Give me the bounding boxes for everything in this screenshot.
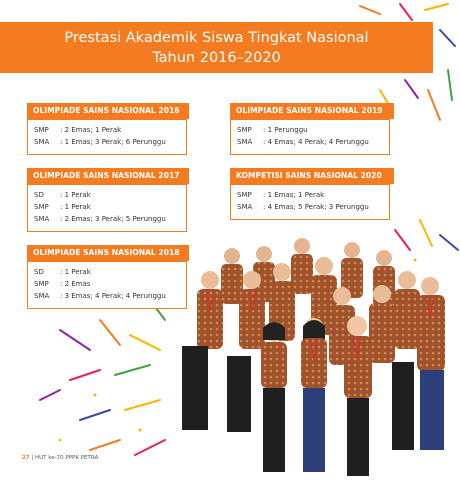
- card-title: KOMPETISI SAINS NASIONAL 2020: [230, 168, 394, 184]
- level-label: SMP: [237, 126, 252, 134]
- level-label: SMA: [34, 138, 50, 146]
- result-text: : 2 Emas: [60, 280, 91, 288]
- level-label: SMA: [34, 292, 50, 300]
- footer-text: HUT ke-70 PPPK PETRA: [35, 455, 99, 461]
- result-text: : 2 Emas; 3 Perak; 5 Perunggu: [60, 215, 166, 223]
- level-label: SMP: [34, 203, 49, 211]
- card-body: [27, 261, 187, 309]
- result-text: : 4 Emas; 5 Perak; 3 Perunggu: [263, 203, 369, 211]
- card-title: OLIMPIADE SAINS NASIONAL 2019: [230, 103, 394, 119]
- result-text: : 1 Perunggu: [263, 126, 308, 134]
- card-title: OLIMPIADE SAINS NASIONAL 2016: [27, 103, 189, 119]
- result-text: : 1 Perak: [60, 268, 91, 276]
- student-group-photo: [172, 236, 460, 480]
- level-label: SMA: [237, 203, 253, 211]
- level-label: SMA: [237, 138, 253, 146]
- result-text: : 1 Emas; 3 Perak; 6 Perunggu: [60, 138, 166, 146]
- result-text: : 4 Emas; 4 Perak; 4 Perunggu: [263, 138, 369, 146]
- page-title: Prestasi Akademik Siswa Tingkat Nasional: [64, 30, 369, 46]
- card-title: OLIMPIADE SAINS NASIONAL 2017: [27, 168, 189, 184]
- result-text: : 3 Emas; 4 Perak; 4 Perunggu: [60, 292, 166, 300]
- card-body: [230, 184, 390, 220]
- card-body: [27, 184, 187, 232]
- page-number: 27: [22, 455, 30, 461]
- result-text: : 2 Emas; 1 Perak: [60, 126, 122, 134]
- level-label: SD: [34, 191, 44, 199]
- level-label: SD: [34, 268, 44, 276]
- level-label: SMP: [34, 126, 49, 134]
- card-body: [230, 119, 390, 155]
- result-text: : 1 Perak: [60, 203, 91, 211]
- level-label: SMA: [34, 215, 50, 223]
- card-title: OLIMPIADE SAINS NASIONAL 2018: [27, 245, 189, 261]
- result-text: : 1 Emas; 1 Perak: [263, 191, 325, 199]
- page-header-banner: [0, 22, 433, 73]
- card-body: [27, 119, 187, 155]
- level-label: SMP: [34, 280, 49, 288]
- result-text: : 1 Perak: [60, 191, 91, 199]
- level-label: SMP: [237, 191, 252, 199]
- page-footer: 27 | HUT ke-70 PPPK PETRA: [22, 455, 99, 461]
- page-subtitle: Tahun 2016–2020: [152, 50, 281, 66]
